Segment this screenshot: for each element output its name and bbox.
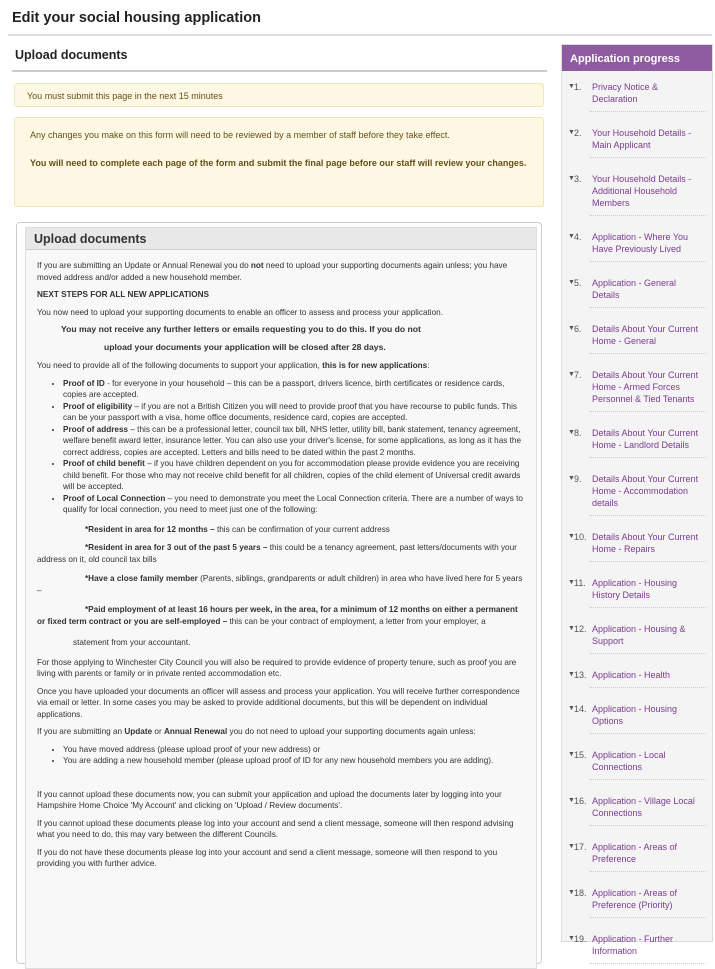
- step-separator: [590, 561, 706, 563]
- progress-step-6[interactable]: [562, 323, 712, 347]
- provide-text-2: :: [427, 361, 430, 370]
- doc-text: – this can be a professional letter, council tax bill, NHS letter, utility bill, bank statement, tenancy agreement, welfare benefit award letter, insurance letter. You can also use your driver's license, for some applications, as long as it has the correct address, copies are accepted. Letters and bills need to be dated within the past 2 months.: [63, 424, 522, 457]
- step-separator: [590, 111, 706, 113]
- timer-notice: You must submit this page in the next 15 minutes: [14, 83, 544, 107]
- step-number: 19.: [574, 934, 587, 944]
- criterion-12-months: [85, 524, 528, 536]
- step-number: 11.: [574, 578, 586, 588]
- criterion-3-of-5-years: [37, 542, 528, 565]
- step-number: 3.: [574, 174, 582, 184]
- doc-label: Proof of Local Connection: [63, 493, 166, 503]
- triangle-down-icon: ▼: [568, 843, 575, 850]
- step-link[interactable]: Application - Further Information: [592, 934, 674, 956]
- triangle-down-icon: ▼: [568, 705, 575, 712]
- progress-step-15[interactable]: [562, 749, 712, 773]
- section-title: Upload documents: [15, 48, 128, 62]
- update-renewal-paragraph: [37, 726, 528, 738]
- main-content: [10, 44, 548, 207]
- criterion-text: this can be your contract of employment, a letter from your employer, a: [227, 616, 486, 626]
- progress-steps-list: [562, 71, 712, 965]
- step-number: 7.: [574, 370, 582, 380]
- step-separator: [590, 917, 706, 919]
- triangle-down-icon: ▼: [568, 797, 575, 804]
- doc-item-proof-of-child-benefit: [63, 458, 528, 493]
- step-link[interactable]: Application - Housing History Details: [592, 578, 678, 600]
- application-progress-sidebar: [561, 44, 713, 956]
- progress-step-13[interactable]: [562, 669, 712, 681]
- triangle-down-icon: ▼: [568, 429, 575, 436]
- step-link[interactable]: Application - Areas of Preference (Priority): [592, 888, 678, 910]
- provide-paragraph: [37, 360, 528, 372]
- progress-step-16[interactable]: [562, 795, 712, 819]
- review-notice: [14, 117, 544, 207]
- step-link[interactable]: Your Household Details - Additional Household Members: [592, 174, 692, 208]
- step-number: 8.: [574, 428, 582, 438]
- step-separator: [590, 457, 706, 459]
- step-number: 17.: [574, 842, 587, 852]
- step-separator: [590, 733, 706, 735]
- step-separator: [590, 607, 706, 609]
- step-link[interactable]: Application - Areas of Preference: [592, 842, 678, 864]
- step-link[interactable]: Details About Your Current Home - Accommodation details: [592, 474, 699, 508]
- step-number: 12.: [574, 624, 587, 634]
- provide-bold: this is for new applications: [322, 361, 428, 370]
- criterion-label: *Resident in area for 3 out of the past 5 years –: [85, 543, 268, 552]
- step-link[interactable]: Application - General Details: [592, 278, 677, 300]
- doc-label: Proof of eligibility: [63, 401, 133, 411]
- step-number: 4.: [574, 232, 582, 242]
- step-link[interactable]: Details About Your Current Home - General: [592, 324, 699, 346]
- step-number: 13.: [574, 670, 587, 680]
- step-link[interactable]: Application - Local Connections: [592, 750, 666, 772]
- criterion-text: (Parents, siblings, grandparents or adult children) in area who have lived here for 5 years –: [37, 574, 523, 595]
- step-separator: [590, 653, 706, 655]
- criterion-text: this can be confirmation of your current address: [214, 524, 390, 534]
- step-number: 6.: [574, 324, 582, 334]
- step-number: 16.: [574, 796, 587, 806]
- step-number: 2.: [574, 128, 582, 138]
- criterion-label: *Resident in area for 12 months –: [85, 524, 215, 534]
- intro-text-2: need to upload your supporting documents again unless; you have moved address and/or added a new household member.: [37, 261, 508, 282]
- triangle-down-icon: ▼: [568, 935, 575, 942]
- step-number: 9.: [574, 474, 582, 484]
- triangle-down-icon: ▼: [568, 625, 575, 632]
- doc-text: – if you are not a British Citizen you will need to provide proof that you have recourse to public funds. This can be your passport with a visa, home office documents, residence card, copies are accepted.: [63, 401, 518, 422]
- doc-item-proof-of-eligibility: [63, 401, 528, 424]
- triangle-down-icon: ▼: [568, 83, 575, 90]
- progress-step-5[interactable]: [562, 277, 712, 301]
- progress-step-8[interactable]: [562, 427, 712, 451]
- doc-label: Proof of address: [63, 424, 129, 434]
- upload-instructions: [26, 250, 536, 870]
- step-separator: [590, 825, 706, 827]
- step-separator: [590, 779, 706, 781]
- criterion-text: this could be a tenancy agreement, past letters/documents with your address on it, old council tax bills: [37, 543, 517, 564]
- criterion-employment: [37, 604, 528, 627]
- step-separator: [590, 515, 706, 517]
- triangle-down-icon: ▼: [568, 579, 575, 586]
- step-number: 15.: [574, 750, 587, 760]
- next-steps-heading: NEXT STEPS FOR ALL NEW APPLICATIONS: [37, 290, 209, 299]
- doc-item-proof-of-address: [63, 424, 528, 459]
- triangle-down-icon: ▼: [568, 751, 575, 758]
- once-uploaded-paragraph: Once you have uploaded your documents an officer will assess and process your application. You will receive further correspondence via email or letter. In some cases you may be asked to provide additional documents, but this will be dependent on individual applications.: [37, 686, 520, 719]
- step-separator: [590, 353, 706, 355]
- triangle-down-icon: ▼: [568, 475, 575, 482]
- criterion-family-member: [37, 573, 528, 596]
- doc-text: - for everyone in your household – this can be a passport, drivers licence, birth certificates or residence cards, copies are accepted.: [63, 378, 505, 399]
- upload-panel: [16, 222, 542, 964]
- step-separator: [590, 871, 706, 873]
- update-text-1: If you are submitting an: [37, 727, 125, 736]
- update-list: [37, 744, 528, 767]
- progress-step-12[interactable]: [562, 623, 712, 647]
- step-number: 14.: [574, 704, 587, 714]
- criterion-employment-tail: statement from your accountant.: [73, 638, 191, 647]
- doc-text: – if you have children dependent on you for accommodation please provide evidence you are receiving child benefit. For those who may not receive child benefit for all children, copies of the child element of Universal credit awards will be accepted.: [63, 459, 521, 491]
- update-text-3: you do not need to upload your supporting documents again unless:: [227, 727, 476, 736]
- step-separator: [590, 687, 706, 689]
- progress-step-19[interactable]: [562, 933, 712, 957]
- intro-paragraph: [37, 260, 528, 283]
- step-separator: [590, 963, 706, 965]
- step-link[interactable]: Details About Your Current Home - Repairs: [592, 532, 699, 554]
- section-divider: [12, 70, 547, 72]
- cannot-upload-paragraph-1: If you cannot upload these documents now, you can submit your application and upload the documents later by logging into your Hampshire Home Choice 'My Account' and clicking on 'Upload / Review documents'.: [37, 789, 502, 810]
- update-item-new-member: • You are adding a new household member (please upload proof of ID for any new household members you are adding).: [63, 755, 528, 767]
- progress-step-9[interactable]: [562, 473, 712, 509]
- update-text-2: or: [152, 727, 164, 736]
- doc-item-proof-of-local-connection: [63, 493, 528, 516]
- criterion-label: *Have a close family member: [85, 574, 198, 583]
- step-number: 1.: [574, 82, 582, 92]
- progress-step-3[interactable]: [562, 173, 712, 209]
- progress-step-14[interactable]: [562, 703, 712, 727]
- triangle-down-icon: ▼: [568, 533, 575, 540]
- progress-step-18[interactable]: [562, 887, 712, 911]
- provide-text-1: You need to provide all of the following documents to support your application,: [37, 361, 323, 370]
- progress-step-11[interactable]: [562, 577, 712, 601]
- step-link[interactable]: Your Household Details - Main Applicant: [592, 128, 692, 150]
- step-link[interactable]: Application - Where You Have Previously Lived: [592, 232, 689, 254]
- doc-text: – you need to demonstrate you meet the Local Connection criteria. There are a number of ways to qualify for local connection, you need to meet just one of the following:: [63, 493, 523, 514]
- intro-text-1: If you are submitting an Update or Annual Renewal you do: [37, 261, 251, 270]
- step-separator: [590, 411, 706, 413]
- title-divider: [8, 34, 712, 36]
- review-notice-text: Any changes you make on this form will need to be reviewed by a member of staff before they take effect.: [30, 130, 450, 140]
- step-number: 18.: [574, 888, 587, 898]
- step-link[interactable]: Application - Housing & Support: [592, 624, 686, 646]
- warning-line-2: upload your documents your application will be closed after 28 days.: [104, 341, 386, 352]
- upload-panel-title: Upload documents: [26, 228, 536, 250]
- progress-step-2[interactable]: [562, 127, 712, 151]
- triangle-down-icon: ▼: [568, 233, 575, 240]
- triangle-down-icon: ▼: [568, 325, 575, 332]
- winchester-paragraph: For those applying to Winchester City Council you will also be required to provide evidence of property tenure, such as proof you are living with parents or family or in private rented accommodation etc.: [37, 657, 517, 678]
- progress-step-17[interactable]: [562, 841, 712, 865]
- triangle-down-icon: ▼: [568, 279, 575, 286]
- step-number: 5.: [574, 278, 582, 288]
- step-link[interactable]: Application - Health: [592, 670, 671, 680]
- progress-step-7[interactable]: [562, 369, 712, 405]
- update-bold-2: Annual Renewal: [163, 727, 228, 736]
- step-link[interactable]: Details About Your Current Home - Landlord Details: [592, 428, 699, 450]
- cannot-upload-paragraph-2: If you cannot upload these documents please log into your account and send a client message, someone will then respond advising what you need to do, this may vary between the different Councils.: [37, 818, 514, 839]
- step-separator: [590, 261, 706, 263]
- step-link[interactable]: Details About Your Current Home - Armed Forces Personnel & Tied Tenants: [592, 370, 699, 404]
- complete-notice-text: You will need to complete each page of the form and submit the final page before our staff will review your changes.: [30, 158, 527, 168]
- step-link[interactable]: Application - Housing Options: [592, 704, 678, 726]
- cannot-upload-paragraph-3: If you do not have these documents please log into your account and send a client message, someone will then respond to you providing you with further advice.: [37, 847, 498, 868]
- progress-step-10[interactable]: [562, 531, 712, 555]
- criterion-label: *Paid employment of at least 16 hours per week, in the area, for a minimum of 12 months on either a permanent or fixed term contract or you are self-employed –: [37, 605, 518, 626]
- triangle-down-icon: ▼: [568, 889, 575, 896]
- triangle-down-icon: ▼: [568, 175, 575, 182]
- step-separator: [590, 307, 706, 309]
- progress-step-1[interactable]: [562, 81, 712, 105]
- doc-item-proof-of-id: [63, 378, 528, 401]
- step-separator: [590, 215, 706, 217]
- step-number: 10.: [574, 532, 587, 542]
- documents-list: [37, 378, 528, 516]
- step-link[interactable]: Application - Village Local Connections: [592, 796, 695, 818]
- update-bold-1: Update: [124, 727, 153, 736]
- triangle-down-icon: ▼: [568, 129, 575, 136]
- triangle-down-icon: ▼: [568, 371, 575, 378]
- update-item-moved: • You have moved address (please upload proof of your new address) or: [63, 744, 528, 756]
- progress-step-4[interactable]: [562, 231, 712, 255]
- upload-panel-inner: [25, 227, 537, 969]
- sidebar-title: Application progress: [562, 45, 712, 71]
- upload-now-paragraph: You now need to upload your supporting documents to enable an officer to assess and process your application.: [37, 307, 444, 317]
- step-link[interactable]: Privacy Notice & Declaration: [592, 82, 659, 104]
- doc-label: Proof of child benefit: [63, 459, 145, 468]
- intro-bold: not: [250, 261, 264, 270]
- page-title: Edit your social housing application: [12, 10, 261, 26]
- step-separator: [590, 157, 706, 159]
- triangle-down-icon: ▼: [568, 671, 575, 678]
- warning-line-1: You may not receive any further letters or emails requesting you to do this. If you do not: [61, 324, 421, 334]
- doc-label: Proof of ID: [63, 378, 105, 388]
